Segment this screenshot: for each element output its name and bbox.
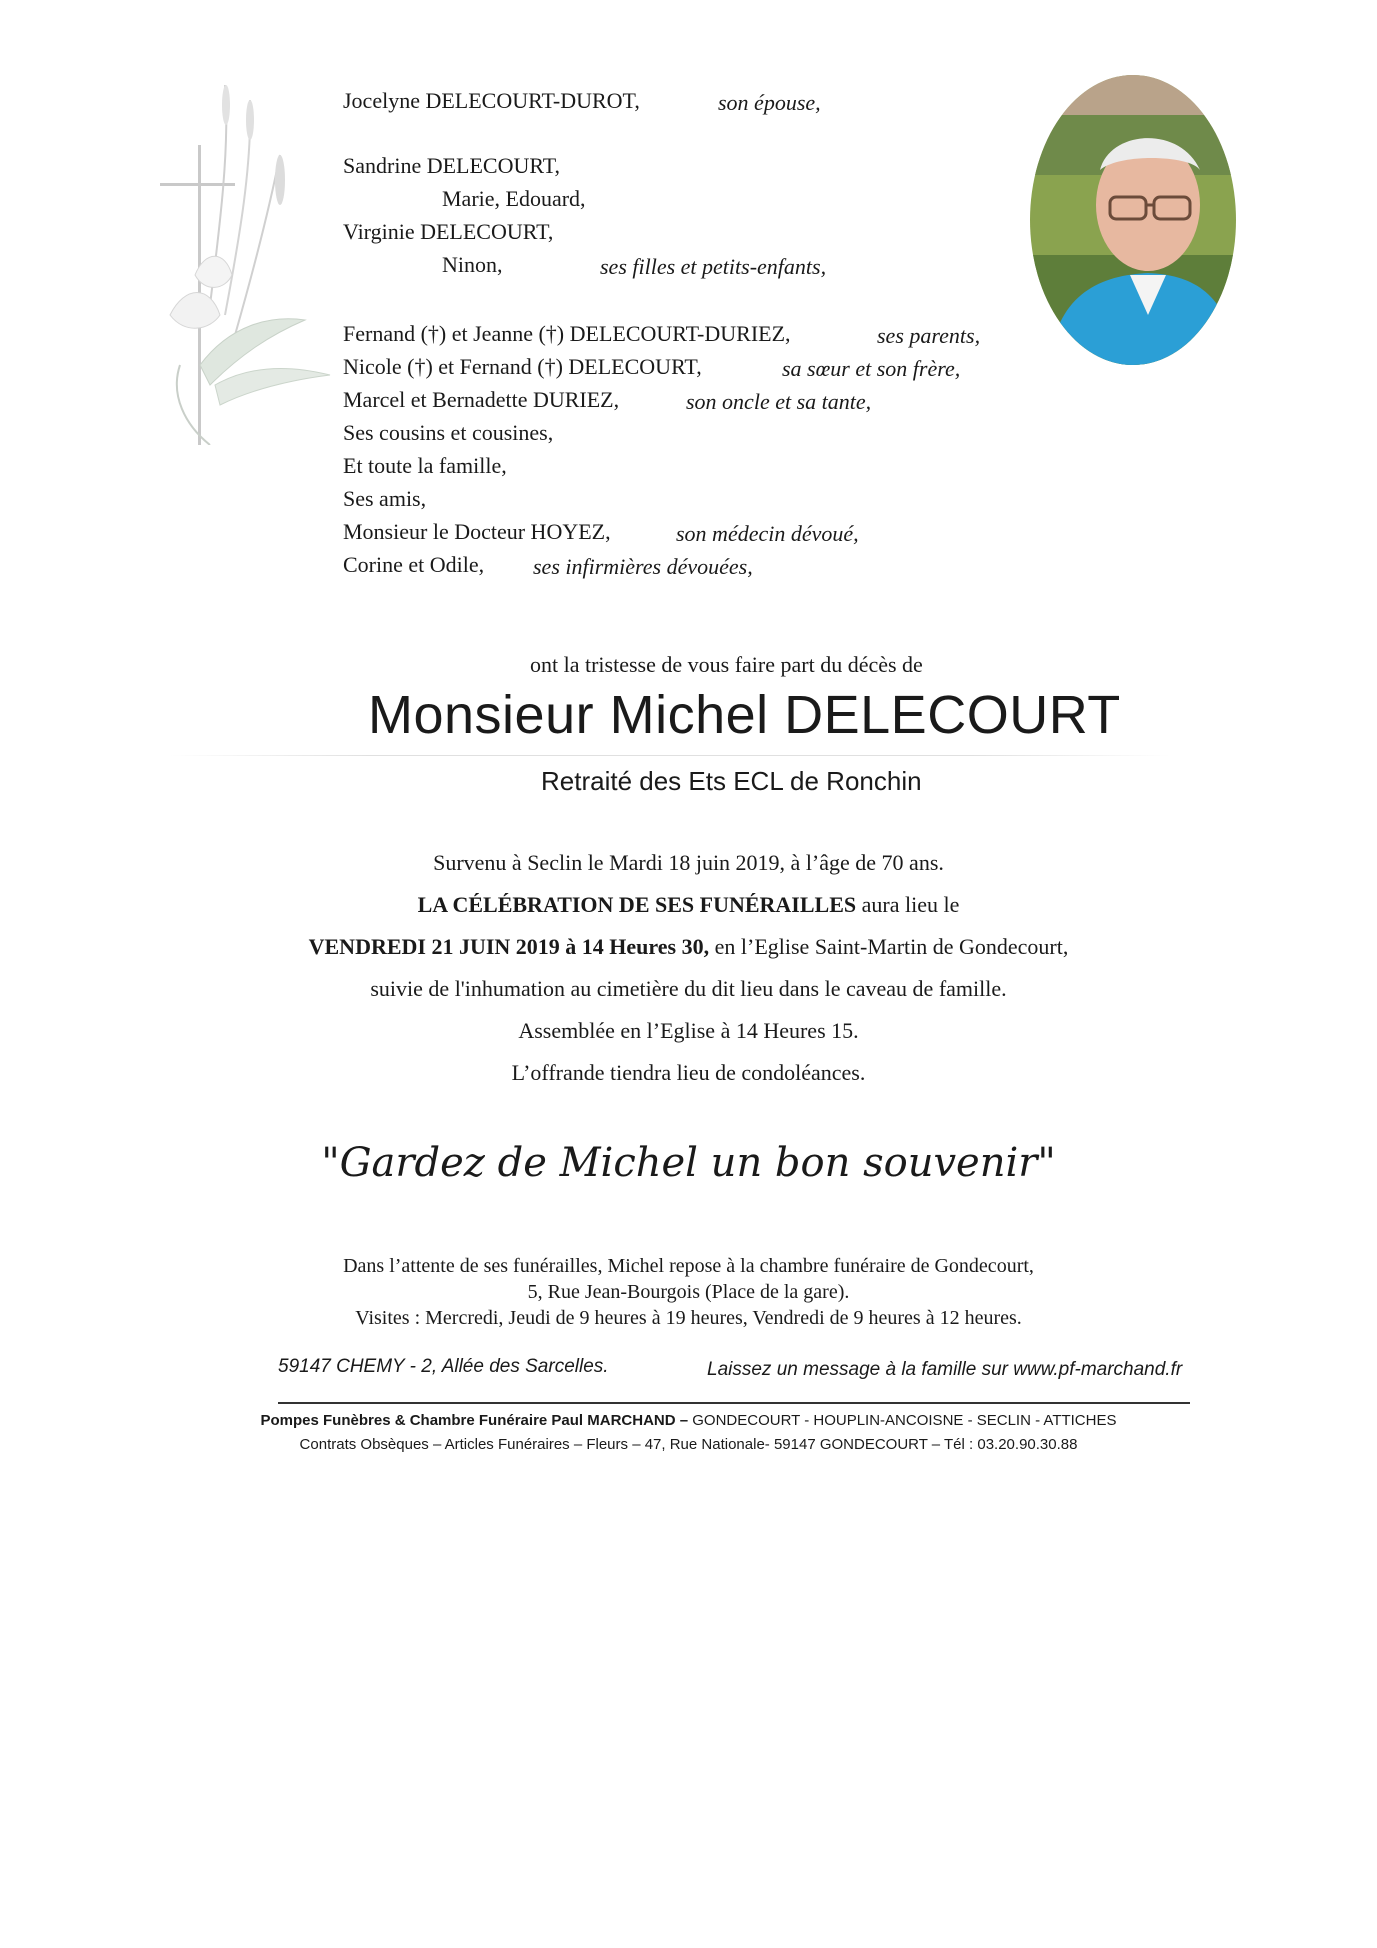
deceased-name: Monsieur Michel DELECOURT	[368, 685, 1121, 745]
cross-lily-illustration	[140, 85, 340, 445]
celebration-rest: aura lieu le	[856, 892, 960, 917]
family-role: ses parents,	[877, 323, 981, 348]
celebration-heading: LA CÉLÉBRATION DE SES FUNÉRAILLES	[417, 892, 857, 917]
family-name: Ses amis,	[343, 486, 427, 511]
deceased-occupation: Retraité des Ets ECL de Ronchin	[541, 766, 922, 796]
family-name: Ses cousins et cousines,	[343, 420, 554, 445]
company-locations: GONDECOURT - HOUPLIN-ANCOISNE - SECLIN - ATTICHES	[688, 1412, 1117, 1429]
footer-company-line	[0, 1412, 1377, 1429]
viewing-line-2: 5, Rue Jean-Bourgois (Place de la gare).	[527, 1281, 850, 1303]
detail-date-line	[0, 934, 1377, 960]
family-name: Marcel et Bernadette DURIEZ,	[343, 387, 620, 412]
company-name: Pompes Funèbres & Chambre Funéraire Paul MARCHAND –	[260, 1412, 689, 1429]
family-name: Corine et Odile,	[343, 552, 485, 577]
family-line-spouse	[343, 88, 640, 114]
family-name: Nicole (†) et Fernand (†) DELECOURT,	[343, 354, 702, 379]
announcement-intro: ont la tristesse de vous faire part du décès de	[530, 652, 923, 677]
family-role: son oncle et sa tante,	[686, 389, 872, 414]
family-name: Fernand (†) et Jeanne (†) DELECOURT-DURIEZ,	[343, 321, 791, 346]
family-address: 59147 CHEMY - 2, Allée des Sarcelles.	[278, 1356, 609, 1377]
detail-celebration-line	[0, 892, 1377, 918]
detail-assembly-line: Assemblée en l’Eglise à 14 Heures 15.	[518, 1018, 859, 1043]
funeral-place: en l’Eglise Saint-Martin de Gondecourt,	[709, 934, 1069, 959]
family-name: Sandrine DELECOURT,	[343, 153, 561, 178]
detail-burial-line: suivie de l'inhumation au cimetière du dit lieu dans le caveau de famille.	[370, 976, 1007, 1001]
family-role: sa sœur et son frère,	[782, 356, 961, 381]
memorial-quote: "Gardez de Michel un bon souvenir"	[321, 1140, 1056, 1186]
footer-divider	[278, 1402, 1190, 1404]
family-role: ses filles et petits-enfants,	[600, 254, 827, 279]
family-role: ses infirmières dévouées,	[533, 554, 753, 579]
online-message-text: Laissez un message à la famille sur www.pf-marchand.fr	[707, 1359, 1183, 1380]
family-name: Et toute la famille,	[343, 453, 507, 478]
detail-death-line: Survenu à Seclin le Mardi 18 juin 2019, à l’âge de 70 ans.	[433, 850, 944, 875]
viewing-line-1: Dans l’attente de ses funérailles, Michel repose à la chambre funéraire de Gondecourt,	[343, 1255, 1034, 1277]
family-role: son médecin dévoué,	[676, 521, 859, 546]
family-name: Ninon,	[442, 252, 503, 277]
family-name: Virginie DELECOURT,	[343, 219, 554, 244]
family-name: Marie, Edouard,	[442, 186, 586, 211]
divider-line	[170, 755, 1170, 756]
viewing-line-3: Visites : Mercredi, Jeudi de 9 heures à 19 heures, Vendredi de 9 heures à 12 heures.	[355, 1307, 1022, 1329]
funeral-datetime: VENDREDI 21 JUIN 2019 à 14 Heures 30,	[308, 934, 710, 959]
family-name: Jocelyne DELECOURT-DUROT,	[343, 88, 640, 113]
family-role: son épouse,	[718, 90, 821, 115]
footer-contact-line: Contrats Obsèques – Articles Funéraires – Fleurs – 47, Rue Nationale- 59147 GONDECOURT – Tél : 03.20.90.30.88	[299, 1436, 1078, 1453]
detail-offering-line: L’offrande tiendra lieu de condoléances.	[511, 1060, 866, 1085]
family-name: Monsieur le Docteur HOYEZ,	[343, 519, 611, 544]
deceased-portrait-photo	[1030, 75, 1236, 365]
